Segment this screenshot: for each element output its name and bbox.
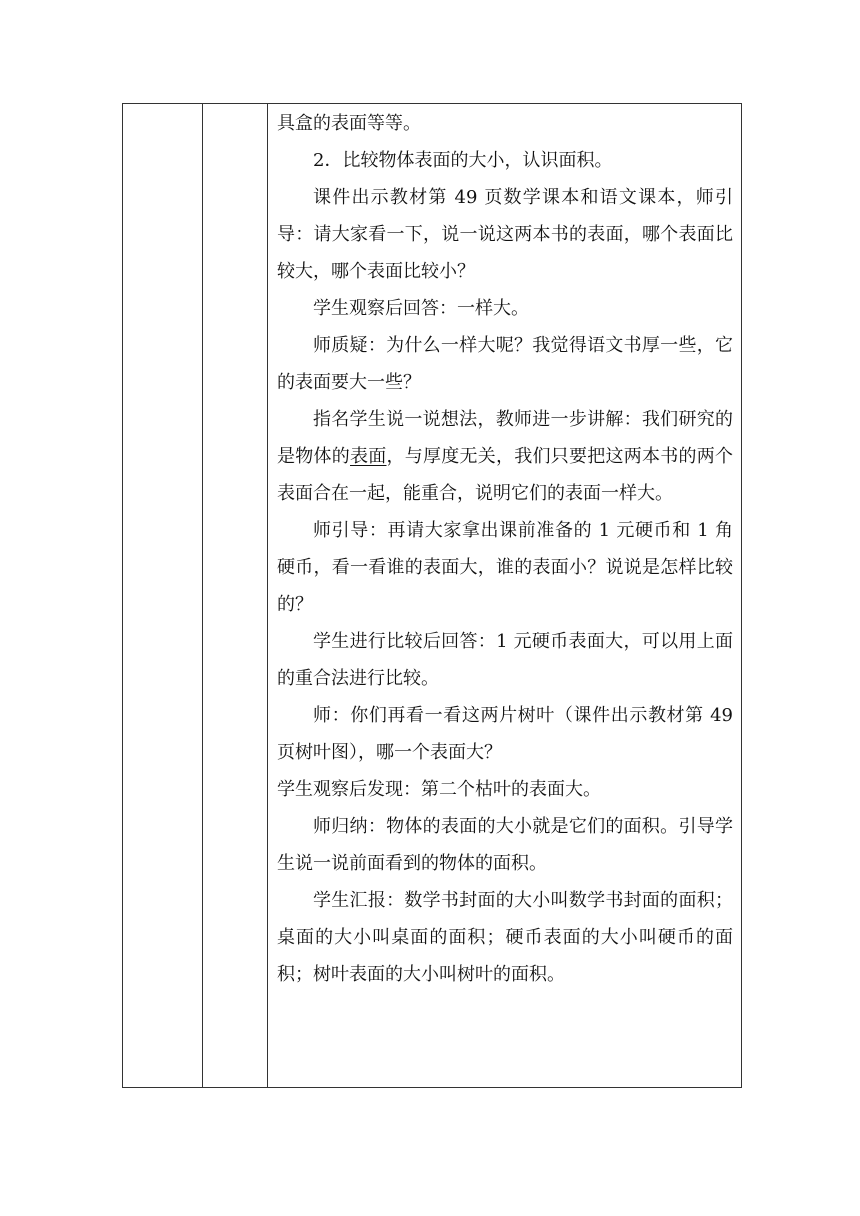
paragraph-text: 2．比较物体表面的大小，认识面积。	[313, 150, 613, 171]
paragraph-text: 学生进行比较后回答：1 元硬币表面大，可以用上面的重合法进行比较。	[277, 631, 733, 689]
paragraph-text: 学生汇报：数学书封面的大小叫数学书封面的面积；桌面的大小叫桌面的面积；硬币表面的大小叫硬币的面积；树叶表面的大小叫树叶的面积。	[277, 890, 733, 985]
table-row	[123, 104, 742, 1088]
table-cell-empty-middle	[203, 104, 268, 1088]
paragraph-p9	[277, 697, 733, 771]
paragraph-text: 具盒的表面等等。	[277, 113, 421, 134]
paragraph-p12	[277, 882, 733, 993]
paragraph-p7	[277, 512, 733, 623]
table-cell-content	[268, 104, 742, 1088]
paragraph-text: ，与厚度无关，我们只要把这两本书的两个表面合在一起，能重合，说明它们的表面一样大。	[277, 446, 733, 504]
paragraph-p3	[277, 179, 733, 290]
lesson-content	[277, 104, 733, 993]
paragraph-text: 师归纳：物体的表面的大小就是它们的面积。引导学生说一说前面看到的物体的面积。	[277, 816, 733, 874]
paragraph-p10	[277, 771, 733, 808]
paragraph-p4	[277, 290, 733, 327]
paragraph-text: 师质疑：为什么一样大呢？我觉得语文书厚一些，它的表面要大一些？	[277, 335, 733, 393]
paragraph-text: 学生观察后发现：第二个枯叶的表面大。	[277, 779, 601, 800]
paragraph-text: 学生观察后回答：一样大。	[313, 298, 529, 319]
paragraph-p2	[277, 142, 733, 179]
paragraph-p6	[277, 401, 733, 512]
lesson-table	[122, 103, 742, 1088]
paragraph-text: 指名学生说一说想法，教师进一步讲解：我们研究的是物体的	[277, 409, 733, 467]
paragraph-text: 课件出示教材第 49 页数学课本和语文课本，师引导：请大家看一下，说一说这两本书的表面，哪个表面比较大，哪个表面比较小？	[277, 187, 733, 282]
underlined-term: 表面	[350, 446, 387, 467]
table-cell-empty-left	[123, 104, 203, 1088]
paragraph-text: 师：你们再看一看这两片树叶（课件出示教材第 49 页树叶图），哪一个表面大？	[277, 705, 733, 763]
paragraph-text: 师引导：再请大家拿出课前准备的 1 元硬币和 1 角硬币，看一看谁的表面大，谁的表面小？说说是怎样比较的？	[277, 520, 733, 615]
paragraph-p1	[277, 105, 733, 142]
paragraph-p8	[277, 623, 733, 697]
paragraph-p11	[277, 808, 733, 882]
paragraph-p5	[277, 327, 733, 401]
